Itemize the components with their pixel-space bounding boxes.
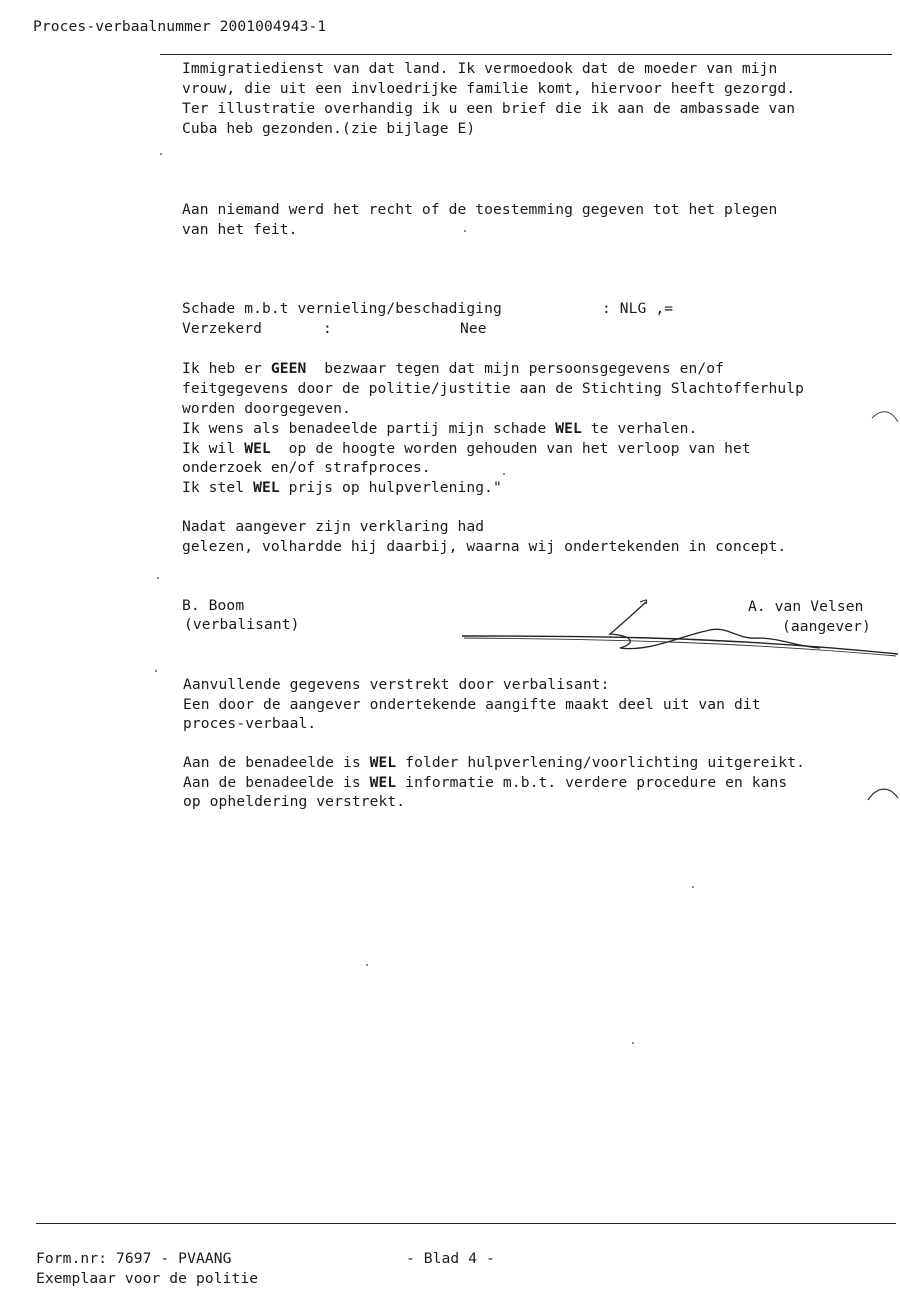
- scan-speck: [155, 670, 157, 672]
- signer-right-role: (aangever): [782, 618, 871, 635]
- copy-label: Exemplaar voor de politie: [36, 1270, 259, 1287]
- body-line: Ter illustratie overhandig ik u een brief die ik aan de ambassade van: [182, 100, 796, 117]
- consent-line: onderzoek en/of strafproces.: [182, 459, 431, 476]
- damage-value: : NLG ,=: [602, 300, 674, 317]
- scan-speck: [632, 1042, 634, 1044]
- pv-number: Proces-verbaalnummer 2001004943-1: [33, 18, 327, 35]
- scan-speck: [464, 230, 466, 232]
- body-line: vrouw, die uit een invloedrijke familie komt, hiervoor heeft gezorgd.: [182, 80, 796, 97]
- body-line: Nadat aangever zijn verklaring had: [182, 518, 485, 535]
- consent-line: Ik wil WEL op de hoogte worden gehouden van het verloop van het: [182, 440, 751, 457]
- consent-line: Ik wens als benadeelde partij mijn schade WEL te verhalen.: [182, 420, 698, 437]
- body-line: gelezen, volhardde hij daarbij, waarna wij ondertekenden in concept.: [182, 538, 787, 555]
- additional-line: op opheldering verstrekt.: [183, 793, 406, 810]
- additional-line: Aan de benadeelde is WEL folder hulpverlening/voorlichting uitgereikt.: [183, 754, 806, 771]
- consent-line: Ik stel WEL prijs op hulpverlening.": [182, 479, 502, 496]
- header-divider: [160, 54, 892, 55]
- handwritten-signature: [460, 596, 900, 664]
- scan-speck: [503, 473, 505, 475]
- additional-line: Aan de benadeelde is WEL informatie m.b.t. verdere procedure en kans: [183, 774, 788, 791]
- insured-value: Nee: [460, 320, 487, 337]
- additional-heading: Aanvullende gegevens verstrekt door verbalisant:: [183, 676, 610, 693]
- page-number: - Blad 4 -: [406, 1250, 495, 1267]
- signer-left-role: (verbalisant): [184, 616, 300, 633]
- scan-speck: [157, 577, 159, 579]
- damage-label: Schade m.b.t vernieling/beschadiging: [182, 300, 502, 317]
- body-line: Aan niemand werd het recht of de toestemming gegeven tot het plegen: [182, 201, 778, 218]
- body-line: van het feit.: [182, 221, 298, 238]
- scan-mark: [870, 404, 900, 428]
- consent-line: worden doorgegeven.: [182, 400, 351, 417]
- body-line: Immigratiedienst van dat land. Ik vermoedook dat de moeder van mijn: [182, 60, 778, 77]
- additional-line: proces-verbaal.: [183, 715, 317, 732]
- scan-speck: [366, 964, 368, 966]
- consent-line: Ik heb er GEEN bezwaar tegen dat mijn persoonsgegevens en/of: [182, 360, 725, 377]
- scan-speck: [160, 153, 162, 155]
- consent-line: feitgegevens door de politie/justitie aan de Stichting Slachtofferhulp: [182, 380, 805, 397]
- signer-right-name: A. van Velsen: [748, 598, 864, 615]
- body-line: Cuba heb gezonden.(zie bijlage E): [182, 120, 476, 137]
- additional-line: Een door de aangever ondertekende aangifte maakt deel uit van dit: [183, 696, 761, 713]
- footer-divider: [36, 1223, 896, 1224]
- scan-mark: [866, 780, 900, 804]
- signer-left-name: B. Boom: [182, 597, 245, 614]
- insured-label: Verzekerd: [182, 320, 262, 337]
- insured-colon: :: [323, 320, 332, 337]
- scan-speck: [692, 886, 694, 888]
- form-number: Form.nr: 7697 - PVAANG: [36, 1250, 232, 1267]
